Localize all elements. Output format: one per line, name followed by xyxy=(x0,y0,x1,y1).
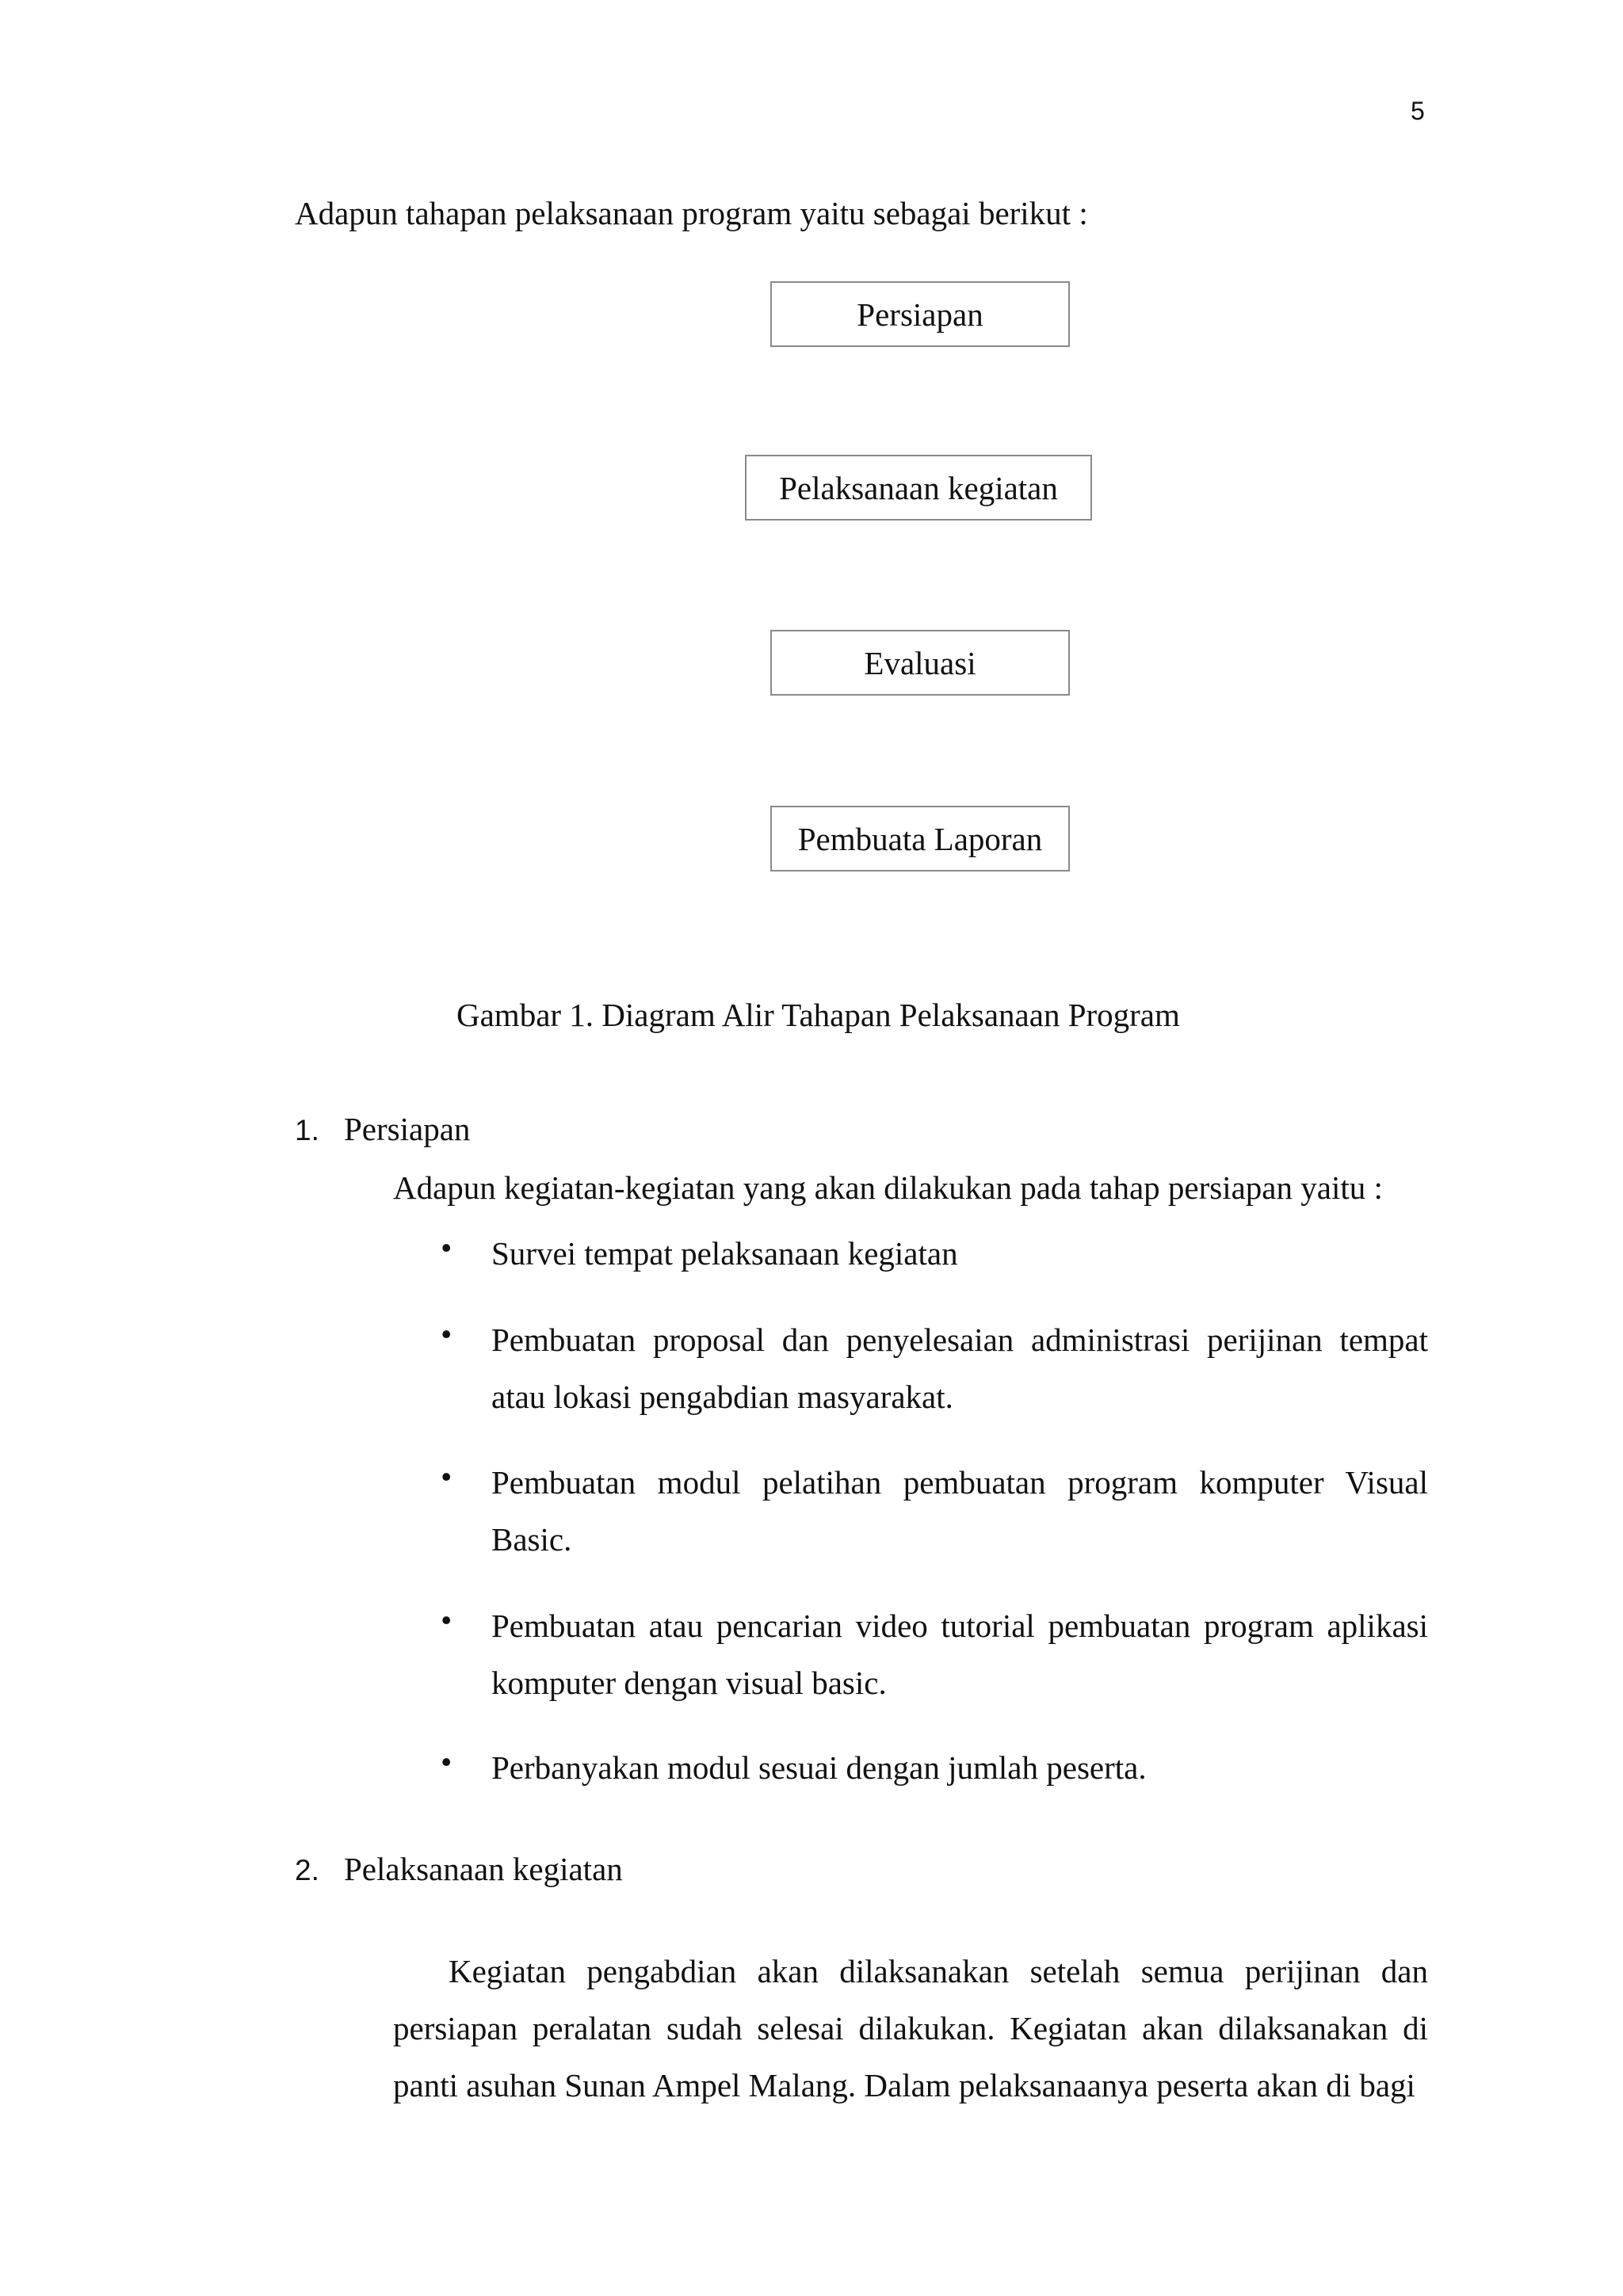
flow-step-persiapan: Persiapan xyxy=(770,281,1070,347)
bullet-marker: • xyxy=(441,1316,453,1352)
bullet-item: Pembuatan atau pencarian video tutorial pembuatan program aplikasi komputer dengan visual basic. xyxy=(491,1608,1428,1701)
flow-step-evaluasi: Evaluasi xyxy=(770,630,1070,696)
bullet-marker: • xyxy=(441,1230,453,1266)
bullet-marker: • xyxy=(441,1744,453,1780)
section-heading-1 xyxy=(295,1110,470,1148)
section-title: Pelaksanaan kegiatan xyxy=(344,1851,623,1887)
bullet-marker: • xyxy=(441,1602,453,1638)
figure-caption: Gambar 1. Diagram Alir Tahapan Pelaksanaan Program xyxy=(456,997,1180,1033)
section-paragraph: Kegiatan pengabdian akan dilaksanakan setelah semua perijinan dan persiapan peralatan sudah selesai dilakukan. Kegiatan akan dilaksanakan di panti asuhan Sunan Ampel Malang. Dalam pelaksanaanya peserta akan di bagi xyxy=(393,1953,1428,2103)
section-number: 2. xyxy=(295,1854,319,1886)
flow-step-pelaksanaan: Pelaksanaan kegiatan xyxy=(745,455,1092,521)
section-title: Persiapan xyxy=(344,1111,471,1147)
bullet-item: Pembuatan proposal dan penyelesaian administrasi perijinan tempat atau lokasi pengabdian masyarakat. xyxy=(491,1322,1428,1415)
section-heading-2 xyxy=(295,1850,623,1888)
bullet-item: Pembuatan modul pelatihan pembuatan program komputer Visual Basic. xyxy=(491,1464,1428,1558)
flow-step-laporan: Pembuata Laporan xyxy=(770,806,1070,871)
section-number: 1. xyxy=(295,1114,319,1146)
bullet-item: Survei tempat pelaksanaan kegiatan xyxy=(491,1235,958,1272)
bullet-marker: • xyxy=(441,1459,453,1495)
intro-text: Adapun tahapan pelaksanaan program yaitu sebagai berikut : xyxy=(295,195,1088,231)
bullet-item: Perbanyakan modul sesuai dengan jumlah peserta. xyxy=(491,1749,1147,1786)
section-lead: Adapun kegiatan-kegiatan yang akan dilakukan pada tahap persiapan yaitu : xyxy=(393,1169,1383,1206)
page-number: 5 xyxy=(1411,97,1425,125)
